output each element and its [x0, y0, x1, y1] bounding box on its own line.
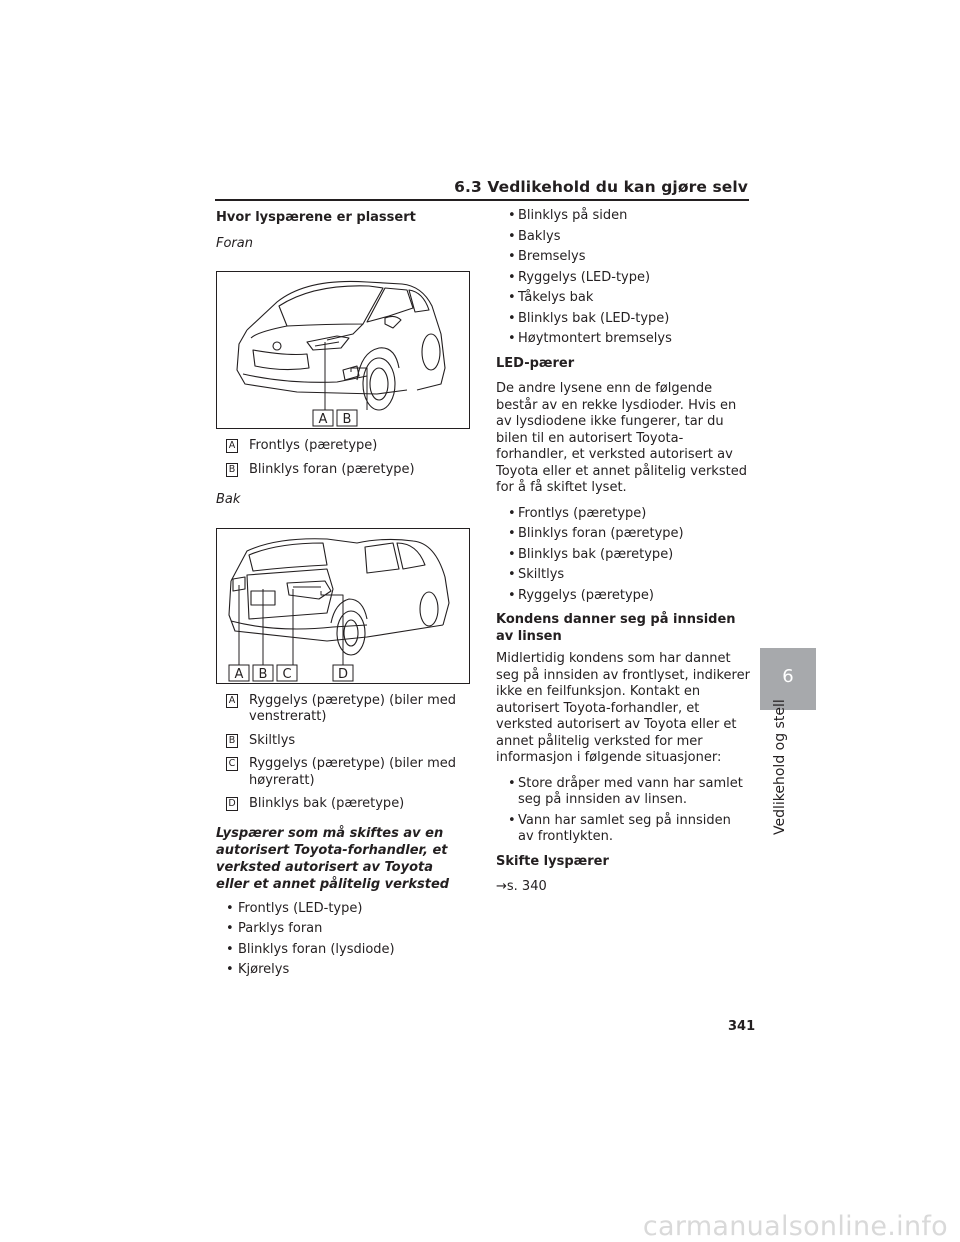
right-column: [496, 208, 750, 905]
chapter-title-vertical: Vedlikehold og stell: [772, 699, 788, 835]
front-callout-labels: [313, 410, 357, 427]
list-item: • Parklys foran: [226, 921, 323, 936]
front-legend: [216, 438, 470, 478]
list-item: • Blinklys foran (lysdiode): [226, 941, 395, 957]
legend-item: [216, 796, 470, 813]
legend-item: [216, 438, 470, 455]
dealer-list-continued: [496, 208, 750, 348]
list-item: • Ryggelys (pæretype): [508, 587, 654, 603]
list-item: • Høytmontert bremselys: [508, 331, 672, 346]
heading-bulb-locations: Hvor lyspærene er plassert: [216, 210, 416, 225]
chapter-tab: [760, 648, 816, 710]
front-car-figure: [216, 271, 470, 429]
header-rule: [215, 199, 749, 201]
legend-key: A: [226, 694, 238, 708]
list-item: • Kjørelys: [226, 962, 290, 977]
list-item: • Skiltlys: [508, 567, 565, 582]
list-item: • Ryggelys (LED-type): [508, 269, 651, 285]
legend-key: D: [226, 797, 238, 811]
replace-page-link[interactable]: →s. 340: [496, 879, 547, 894]
watermark: carmanualsonline.info: [642, 1211, 948, 1242]
rear-car-illustration: [217, 529, 469, 683]
legend-text: Blinklys foran (pæretype): [249, 461, 415, 477]
legend-text: Blinklys bak (pæretype): [249, 796, 405, 811]
chapter-number: 6: [782, 666, 794, 687]
rear-car-figure: [216, 528, 470, 684]
list-item: • Blinklys bak (LED-type): [508, 310, 670, 326]
legend-key: B: [226, 463, 238, 477]
condensation-text: Midlertidig kondens som har dannet seg på innsiden av frontlyset, indikerer ikke en feilfunksjon. Kontakt en autorisert Toyota-forhandler, et verksted autorisert av Toyota eller et annet pålitelig verksted for mer informasjon i følgende situasjoner:: [496, 651, 750, 765]
led-list: [496, 506, 750, 605]
condensation-heading: Kondens danner seg på innsiden av linsen: [496, 612, 736, 644]
rear-legend: [216, 693, 470, 813]
replace-heading: Skifte lyspærer: [496, 853, 609, 869]
left-column: [216, 208, 470, 983]
section-title: 6.3 Vedlikehold du kan gjøre selv: [454, 178, 748, 196]
dealer-list: [216, 901, 470, 979]
rear-callout-a: A: [234, 666, 244, 682]
front-callout-b: B: [342, 412, 352, 427]
front-car-illustration: [217, 272, 469, 428]
legend-key: C: [226, 757, 238, 771]
rear-callout-d: D: [337, 666, 349, 682]
condensation-list: [496, 776, 750, 846]
list-item: • Blinklys på siden: [508, 208, 628, 223]
led-text: De andre lysene enn de følgende består av en rekke lysdioder. Hvis en av lysdiodene ikke fungerer, tar du bilen til en autorisert Toyota-forhandler, et verksted autorisert av Toyota eller et annet pålitelig verksted for å få skiftet lyset.: [496, 381, 747, 495]
page-number: 341: [728, 1019, 756, 1034]
legend-item: [216, 733, 470, 750]
rear-label: Bak: [216, 492, 241, 507]
legend-text: Ryggelys (pæretype) (biler med høyreratt): [249, 756, 457, 788]
list-item: • Blinklys foran (pæretype): [508, 526, 684, 541]
list-item: • Frontlys (LED-type): [226, 900, 363, 916]
list-item: • Vann har samlet seg på innsiden av frontlykten.: [508, 812, 731, 844]
legend-text: Skiltlys: [249, 732, 296, 748]
list-item: • Tåkelys bak: [508, 290, 594, 305]
rear-callout-b: B: [258, 666, 268, 682]
list-item: • Bremselys: [508, 249, 586, 264]
list-item: • Blinklys bak (pæretype): [508, 546, 674, 562]
legend-key: A: [226, 439, 238, 453]
legend-item: [216, 693, 470, 726]
legend-item: [216, 756, 470, 789]
rear-callout-c: C: [282, 666, 292, 682]
led-heading: LED-pærer: [496, 355, 575, 371]
rear-callout-labels: [229, 665, 353, 682]
dealer-heading: Lyspærer som må skiftes av en autorisert Toyota-forhandler, et verksted autorisert av Toyota eller et annet pålitelig verksted: [216, 825, 450, 892]
list-item: • Baklys: [508, 228, 561, 244]
front-callout-a: A: [318, 412, 328, 427]
legend-text: Frontlys (pæretype): [249, 438, 378, 453]
legend-key: B: [226, 734, 238, 748]
front-label: Foran: [216, 235, 253, 251]
list-item: • Store dråper med vann har samlet seg på innsiden av linsen.: [508, 775, 743, 807]
legend-item: [216, 462, 470, 479]
list-item: • Frontlys (pæretype): [508, 505, 647, 521]
legend-text: Ryggelys (pæretype) (biler med venstreratt): [249, 692, 457, 724]
